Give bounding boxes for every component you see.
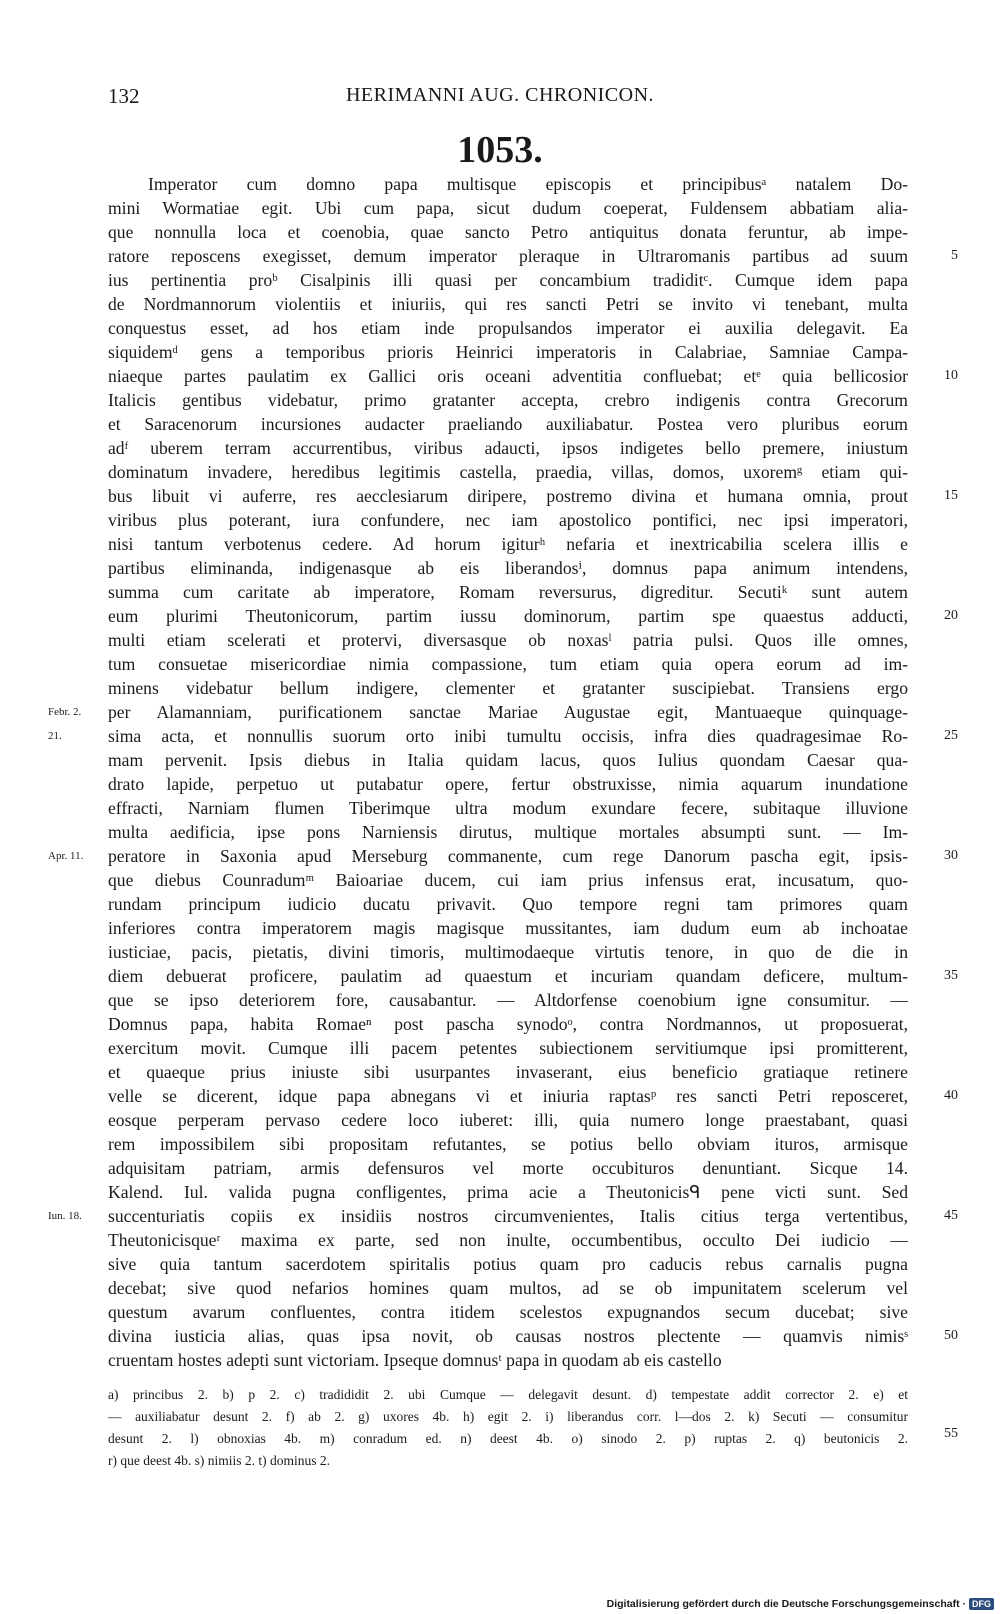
line-number: 45	[944, 1208, 958, 1223]
text-line: Kalend. Iul. valida pugna confligentes, prima acie a Theutonicisᑫ pene victi sunt. Sed	[108, 1182, 908, 1202]
text-line: niaeque partes paulatim ex Gallici oris oceani adventitia confluebat; etᵉ quia bellicosior	[108, 366, 908, 386]
text-line: iusticiae, pacis, pietatis, divini timoris, multimodaeque virtutis tenore, in quo de die in	[108, 942, 908, 962]
text-line: effracti, Narniam flumen Tiberimque ultra modum exundare fecere, subitaque illuvione	[108, 798, 908, 818]
text-line: Italicis gentibus videbatur, primo gratanter accepta, crebro indigenis contra Grecorum	[108, 390, 908, 410]
text-line: multa aedificia, ipse pons Narniensis dirutus, multique mortales absumpti sunt. — Im-	[108, 822, 908, 842]
line-number: 25	[944, 728, 958, 743]
text-line: que diebus Counradumᵐ Baioariae ducem, cui iam prius infensus erat, incusatum, quo-	[108, 870, 908, 890]
text-line: Imperator cum domno papa multisque episcopis et principibusᵃ natalem Do-	[148, 174, 908, 194]
page-number: 132	[108, 84, 140, 108]
text-line: viribus plus poterant, iura confundere, nec iam apostolico pontifici, nec ipsi imperatori,	[108, 510, 908, 530]
text-line: mam pervenit. Ipsis diebus in Italia quidam lacus, quos Iulius quondam Caesar qua-	[108, 750, 908, 770]
footnote-line: desunt 2. l) obnoxias 4b. m) conradum ed. n) deest 4b. o) sinodo 2. p) ruptas 2. q) beutonicis 2.	[108, 1431, 908, 1446]
text-line: que se ipso deteriorem fore, causabantur. — Altdorfense coenobium igne consumitur. —	[108, 990, 908, 1010]
margin-date: Febr. 2.	[48, 706, 82, 718]
text-line: minens videbatur bellum indigere, clementer et gratanter suscipiebat. Transiens ergo	[108, 678, 908, 698]
text-line: questum avarum confluentes, contra itidem scelestos expugnandos secum ducebat; sive	[108, 1302, 908, 1322]
footnote-line-number: 55	[944, 1426, 958, 1441]
margin-date: Iun. 18.	[48, 1210, 82, 1222]
text-line: adquisitam patriam, armis defensuros vel morte occubituros denuntiant. Sicque 14.	[108, 1158, 908, 1178]
footnote-line: — auxiliabatur desunt 2. f) ab 2. g) uxores 4b. h) egit 2. i) liberandus corr. l—dos 2. k) Secuti — consumitur	[108, 1409, 908, 1424]
line-number: 15	[944, 488, 958, 503]
text-line: nisi tantum verbotenus cedere. Ad horum igiturʰ nefaria et inextricabilia scelera illis e	[108, 534, 908, 554]
text-line: Domnus papa, habita Romaeⁿ post pascha synodoᵒ, contra Nordmannos, ut proposuerat,	[108, 1014, 908, 1034]
text-line: que nonnulla loca et coenobia, quae sancto Petro antiquitus donata feruntur, ab impe-	[108, 222, 908, 242]
text-line: rundam principum iudicio ducatu privavit. Quo tempore regni tam primores quam	[108, 894, 908, 914]
text-line: sima acta, et nonnullis suorum orto inibi tumultu occisis, infra dies quadragesimae Ro-	[108, 726, 908, 746]
text-line: dominatum invadere, heredibus legitimis castella, praedia, villas, domos, uxoremᵍ etiam qui-	[108, 462, 908, 482]
text-line: et quaeque prius iniuste sibi usurpantes invaserant, eius beneficio gratiaque retinere	[108, 1062, 908, 1082]
text-line: Theutonicisqueʳ maxima ex parte, sed non inulte, occumbentibus, occulto Dei iudicio —	[108, 1230, 908, 1250]
text-line: adᶠ uberem terram accurrentibus, viribus adaucti, ipsos indigetes bello premere, iniustum	[108, 438, 908, 458]
line-number: 5	[951, 248, 958, 263]
text-line: decebat; sive quod nefarios homines quam multos, ad se ob impunitatem scelerum vel	[108, 1278, 908, 1298]
text-line: mini Wormatiae egit. Ubi cum papa, sicut dudum coeperat, Fuldensem abbatiam alia-	[108, 198, 908, 218]
text-line: et Saracenorum incursiones audacter praeliando auxiliabatur. Postea vero pluribus eorum	[108, 414, 908, 434]
text-line: diem debuerat proficere, paulatim ad quaestum et incuriam quandam deficere, multum-	[108, 966, 908, 986]
footnote-line: a) princibus 2. b) p 2. c) tradididit 2. ubi Cumque — delegavit desunt. d) tempestate addit corrector 2. e) et	[108, 1387, 908, 1402]
text-line: cruentam hostes adepti sunt victoriam. Ipseque domnusᵗ papa in quodam ab eis castello	[108, 1350, 722, 1370]
text-line: bus libuit vi auferre, res aecclesiarum diripere, postremo divina et humana omnia, prout	[108, 486, 908, 506]
footnote-line: r) que deest 4b. s) nimiis 2. t) dominus 2.	[108, 1453, 330, 1468]
dfg-logo-icon: DFG	[969, 1598, 994, 1610]
text-line: ius pertinentia proᵇ Cisalpinis illi quasi per concambium tradiditᶜ. Cumque idem papa	[108, 270, 908, 290]
digitization-footer	[607, 1598, 994, 1610]
year-heading: 1053.	[457, 129, 543, 171]
footer-text: Digitalisierung gefördert durch die Deutsche Forschungsgemeinschaft ·	[606, 1598, 966, 1610]
line-number: 40	[944, 1088, 958, 1103]
text-line: rem impossibilem sibi propositam refutantes, se potius bello obviam ituros, armisque	[108, 1134, 908, 1154]
text-line: exercitum movit. Cumque illi pacem petentes subiectionem servitiumque ipsi promitterent,	[108, 1038, 908, 1058]
page-header	[0, 84, 1000, 114]
margin-date: 21.	[48, 730, 62, 742]
text-line: summa cum caritate ab imperatore, Romam reversurus, digreditur. Secutiᵏ sunt autem	[108, 582, 908, 602]
line-number: 35	[944, 968, 958, 983]
text-line: partibus eliminanda, indigenasque ab eis liberandosⁱ, domnus papa animum intendens,	[108, 558, 908, 578]
text-line: eosque perperam pervaso cedere loco iuberet: illi, quia numero longe praestabant, quasi	[108, 1110, 908, 1130]
running-title: HERIMANNI AUG. CHRONICON.	[345, 84, 655, 106]
text-line: divina iusticia alias, quas ipsa novit, ob causas nostros plectente — quamvis nimisˢ	[108, 1326, 908, 1346]
margin-date: Apr. 11.	[48, 850, 84, 862]
text-line: peratore in Saxonia apud Merseburg commanente, cum rege Danorum pascha egit, ipsis-	[108, 846, 908, 866]
text-line: velle se dicerent, idque papa abnegans vi et iniuria raptasᵖ res sancti Petri reposceret,	[108, 1086, 908, 1106]
line-number: 20	[944, 608, 958, 623]
text-line: ratore reposcens exegisset, demum imperator pleraque in Ultraromanis partibus ad suum	[108, 246, 908, 266]
text-line: multi etiam scelerati et protervi, diversasque ob noxasˡ patria pulsi. Quos ille omnes,	[108, 630, 908, 650]
text-line: conquestus esset, ad hos etiam inde propulsandos imperator ei auxilia delegavit. Ea	[108, 318, 908, 338]
text-line: inferiores contra imperatorem magis magisque mussitantes, iam dudum eum ab inchoatae	[108, 918, 908, 938]
text-line: tum consuetae misericordiae nimia compassione, tum etiam quia opera eorum ad im-	[108, 654, 908, 674]
text-line: succenturiatis copiis ex insidiis nostros circumvenientes, Italis citius terga vertentibus,	[108, 1206, 908, 1226]
text-line: de Nordmannorum violentiis et iniuriis, qui res sancti Petri se invito vi tenebant, multa	[108, 294, 908, 314]
text-line: sive quia tantum sacerdotem spiritalis potius quam pro caducis rebus carnalis pugna	[108, 1254, 908, 1274]
text-line: per Alamanniam, purificationem sanctae Mariae Augustae egit, Mantuaeque quinquage-	[108, 702, 908, 722]
text-line: eum plurimi Theutonicorum, partim iussu dominorum, partim spe quaestus adducti,	[108, 606, 908, 626]
text-line: siquidemᵈ gens a temporibus prioris Heinrici imperatoris in Calabriae, Samniae Campa-	[108, 342, 908, 362]
line-number: 50	[944, 1328, 958, 1343]
line-number: 30	[944, 848, 958, 863]
line-number: 10	[944, 368, 958, 383]
text-line: drato lapide, perpetuo ut putabatur opere, fertur obstruxisse, nimia aquarum inundatione	[108, 774, 908, 794]
